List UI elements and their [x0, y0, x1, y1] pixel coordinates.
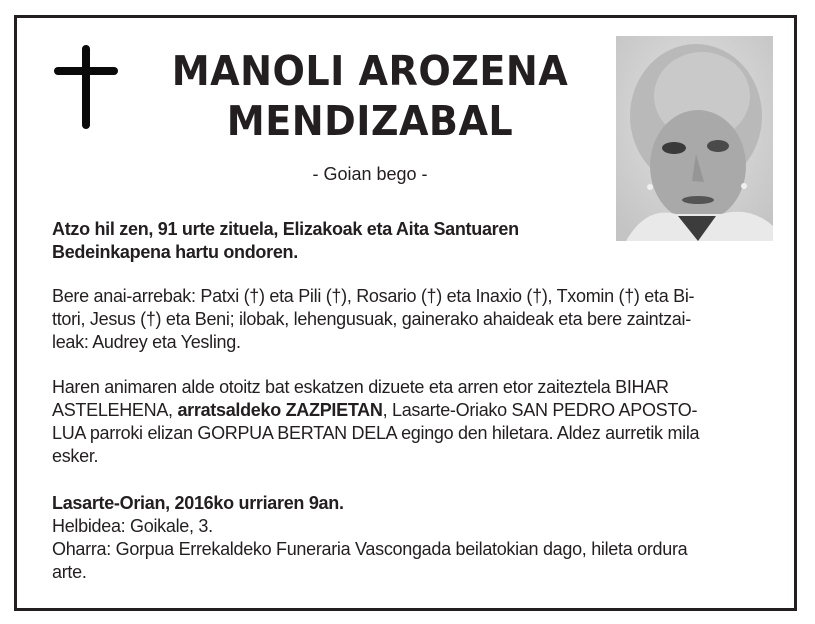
invitation-place: , Lasarte-Oriako SAN PEDRO APOSTO-: [382, 400, 698, 420]
death-announcement: [52, 218, 617, 264]
invitation-time: arratsaldeko ZAZPIETAN: [177, 400, 383, 420]
invitation-line-4: esker.: [52, 446, 99, 466]
notice-footer: [52, 492, 764, 584]
name-line-2: MENDIZABAL: [226, 97, 514, 145]
latin-cross-icon: [53, 44, 119, 130]
family-line-3: leak: Audrey eta Yesling.: [52, 332, 241, 352]
family-line-2: ttori, Jesus (†) eta Beni; ilobak, lehengusuak, gainerako ahaideak eta bere zaintzai-: [52, 309, 691, 329]
invitation-line-3: LUA parroki elizan GORPUA BERTAN DELA egingo den hiletara. Aldez aurretik mila: [52, 423, 700, 443]
invitation-line-2: [52, 399, 764, 422]
invitation-day: ASTELEHENA,: [52, 400, 178, 420]
death-line-1: Atzo hil zen, 91 urte zituela, Elizakoak eta Aita Santuaren: [52, 219, 519, 239]
place-date: Lasarte-Orian, 2016ko urriaren 9an.: [52, 493, 344, 513]
family-line-1: Bere anai-arrebak: Patxi (†) eta Pili (†), Rosario (†) eta Inaxio (†), Txomin (†) eta Bi-: [52, 286, 695, 306]
name-line-1: MANOLI AROZENA: [171, 47, 569, 95]
portrait-photo: [616, 36, 773, 241]
death-line-2: Bedeinkapena hartu ondoren.: [52, 242, 298, 262]
invitation-line-1: Haren animaren alde otoitz bat eskatzen dizuete eta arren etor zaiteztela BIHAR: [52, 377, 669, 397]
rest-in-peace-subtitle: - Goian bego -: [312, 164, 428, 184]
deceased-name: [165, 46, 574, 146]
family-list: [52, 285, 764, 354]
note-line-2: arte.: [52, 562, 87, 582]
note-line-1: Oharra: Gorpua Errekaldeko Funeraria Vascongada beilatokian dago, hileta ordura: [52, 539, 688, 559]
address: Helbidea: Goikale, 3.: [52, 516, 213, 536]
funeral-invitation: [52, 376, 764, 468]
